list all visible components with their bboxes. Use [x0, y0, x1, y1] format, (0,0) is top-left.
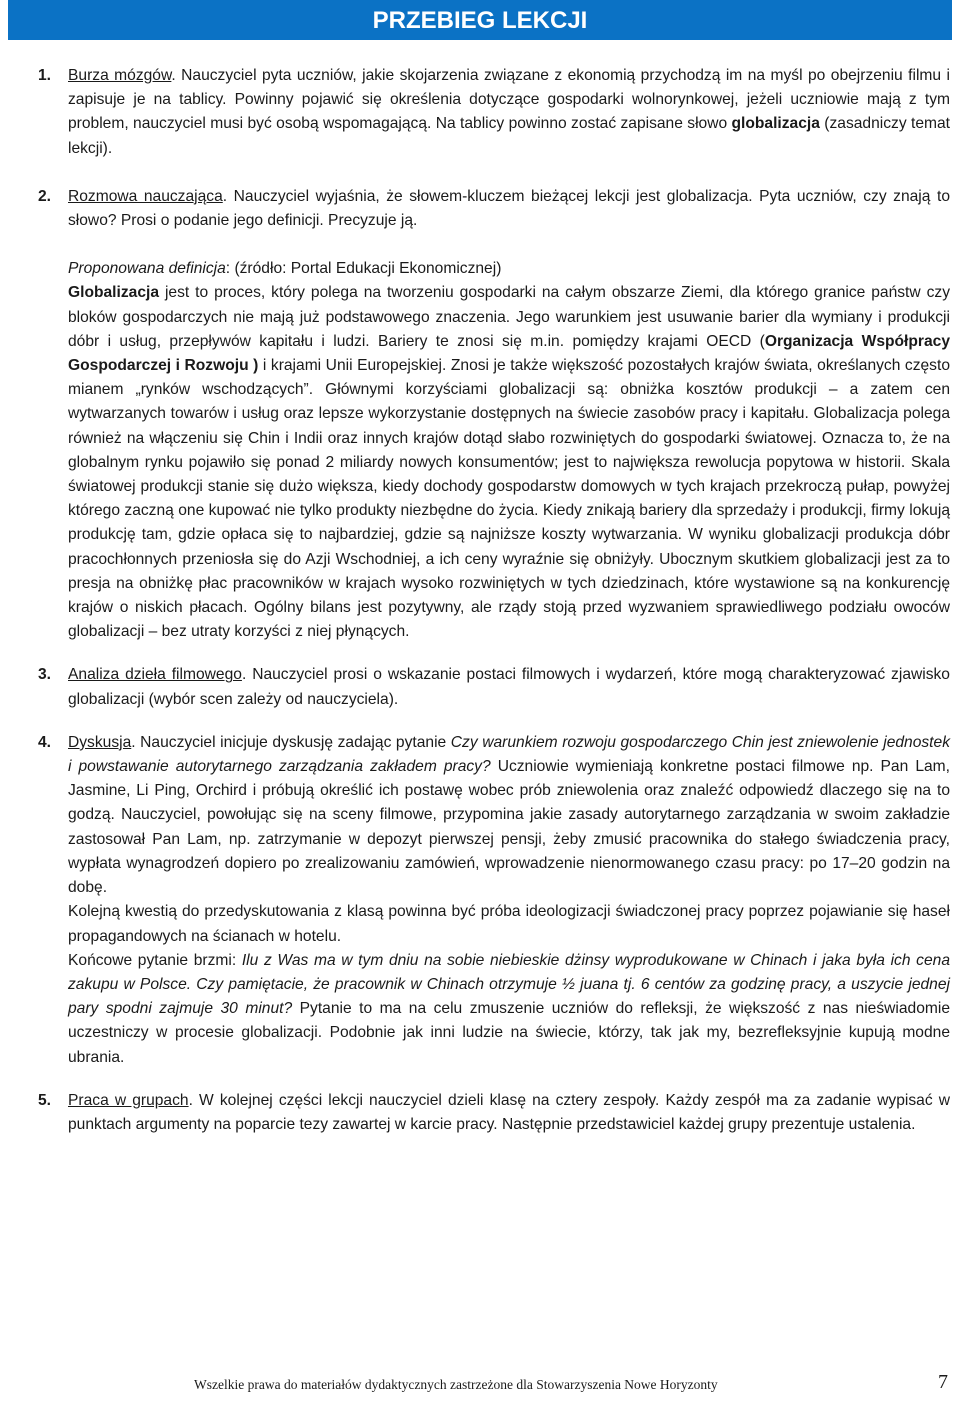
discussion-question: Czy warunkiem rozwoju gospodarczego Chin jest zniewolenie jednostek i powstawanie autorytarnego zarządzania zakładem pracy?	[68, 733, 950, 776]
step-number: 1.	[38, 67, 52, 84]
step-4-para-1: Dyskusja. Nauczyciel inicjuje dyskusję zadając pytanie Czy warunkiem rozwoju gospodarczego Chin jest zniewolenie jednostek i powstawanie autorytarnego zarządzania zakładem pracy? Uczniowie wymieniają konkretne postaci filmowe np. Pan Lam, Jasmine, Li Ping, Orchird i próbują określić ich postawę wobec prób zniewolenia oraz znaleźć odpowiedź dlaczego się na to godzą. Nauczyciel, powołując się na sceny filmowe, przypomina jakie zasady autorytarnego zarządzania w swoim zakładzie zastosował Pan Lam, np. zatrzymanie w depozyt pierwszej pensji, żeby zmusić pracownika do stałego świadczenia pracy, wypłata wynagrodzeń dopiero po zrealizowaniu zamówień, wprowadzenie nienormowanego czasu pracy: po 17–20 godzin na dobę.	[68, 733, 950, 897]
step-text: . Nauczyciel pyta uczniów, jakie skojarzenia związane z ekonomią przychodzą im na myśl po obejrzeniu filmu i zapisuje je na tablicy. Powinny pojawić się określenia dotyczące gospodarki wolnorynkowej, jeżeli uczniowie mają z tym problem, nauczyciel musi być osobą wspomagającą. Na tablicy powinno zostać zapisane słowo	[68, 67, 950, 133]
copyright-notice: Wszelkie prawa do materiałów dydaktycznych zastrzeżone dla Stowarzyszenia Nowe Horyzonty	[194, 1377, 718, 1392]
step-title: Dyskusja	[68, 733, 132, 751]
step-title: Analiza dzieła filmowego	[68, 666, 242, 684]
page-title: PRZEBIEG LEKCJI	[372, 7, 588, 34]
step-number: 2.	[38, 187, 52, 205]
step-text: . W kolejnej części lekcji nauczyciel dzieli klasę na cztery zespoły. Każdy zespół ma za zadanie wypisać w punktach argumenty na poparcie tezy zawartej w karcie pracy. Następnie przedstawiciel każdej grupy prezentuje ustalenia.	[68, 1091, 951, 1133]
step-text: . Nauczyciel prosi o wskazanie postaci filmowych i wydarzeń, które mogą charakteryzować zjawisko globalizacji (wybór scen zależy od nauczyciela).	[68, 666, 950, 708]
step-number: 4.	[38, 733, 52, 751]
step-text-end: (zasadniczy temat lekcji).	[68, 115, 950, 157]
page-number: 7	[938, 1371, 948, 1393]
final-question: Ilu z Was ma w tym dniu na sobie niebieskie dżinsy wyprodukowane w Chinach i jaka była ich cena zakupu w Polsce. Czy pamiętacie, że pracownik w Chinach otrzymuje ½ juana tj. 6 centów za godzinę pracy, a uszycie jednej pary spodni zajmuje 30 minut?	[68, 951, 950, 1018]
lesson-step-4	[38, 731, 950, 1070]
definition-label: Proponowana definicja	[68, 260, 226, 278]
step-title: Praca w grupach	[68, 1091, 189, 1109]
definition-heading	[68, 257, 950, 281]
step-number: 3.	[38, 666, 52, 684]
step-title: Rozmowa nauczająca	[68, 187, 223, 205]
page-header	[8, 0, 952, 40]
definition-source: : (źródło: Portal Edukacji Ekonomicznej)	[225, 260, 502, 278]
step-text: . Nauczyciel wyjaśnia, że słowem-kluczem bieżącej lekcji jest globalizacja. Pyta uczniów, czy znają to słowo? Prosi o podanie jego definicji. Precyzuje ją.	[68, 187, 950, 230]
definition-block	[38, 257, 950, 644]
step-number: 5.	[38, 1091, 52, 1109]
step-4-para-3: Końcowe pytanie brzmi: Ilu z Was ma w tym dniu na sobie niebieskie dżinsy wyprodukowane w Chinach i jaka była ich cena zakupu w Polsce. Czy pamiętacie, że pracownik w Chinach otrzymuje ½ juana tj. 6 centów za godzinę pracy, a uszycie jednej pary spodni zajmuje 30 minut? Pytanie to ma na celu zmuszenie uczniów do refleksji, że większość z nas nieświadomie uczestniczy w procesie globalizacji. Podobnie jak inni ludzie na świecie, którzy, tak jak my, bezrefleksyjnie kupują modne ubrania.	[68, 951, 950, 1066]
lesson-step-5	[38, 1089, 950, 1137]
step-4-para-2: Kolejną kwestią do przedyskutowania z klasą powinna być próba ideologizacji świadczonej pracy poprzez pojawianie się haseł propagandowych na ścianach w hotelu.	[68, 903, 950, 945]
definition-term: Globalizacja	[68, 284, 159, 302]
lesson-content	[38, 64, 950, 1137]
lesson-step-3	[38, 663, 950, 711]
step-title: Burza mózgów	[68, 67, 172, 84]
definition-text: Globalizacja jest to proces, który polega na tworzeniu gospodarki na całym obszarze Ziemi, dla którego granice państw czy bloków gospodarczych nie mają już podstawowego znaczenia. Jego warunkiem jest usuwanie barier dla wymiany i produkcji dóbr i usług, przepływów kapitału i ludzi. Bariery te znosi się m.in. pomiędzy krajami OECD (Organizacja Współpracy Gospodarczej i Rozwoju ) i krajami Unii Europejskiej. Znosi je także większość pozostałych krajów świata, określanych często mianem „rynków wschodzących”. Głównymi korzyściami globalizacji są: obniżka kosztów produkcji – a zatem cen wytwarzanych towarów i usług oraz lepsze wykorzystanie dostępnych na świecie zasobów pracy i kapitału. Globalizacja polega również na włączeniu się Chin i Indii oraz innych krajów dotąd słabo rozwiniętych do gospodarki światowej. Oznacza to, że na globalnym rynku pojawiło się ponad 2 miliardy nowych konsumentów; jest to największa rewolucja popytowa w historii. Skala światowej produkcji stanie się dużo większa, kiedy dochody gospodarstw domowych w tych krajach przekroczą pułap, powyżej którego zaczną one kupować nie tylko produkty niezbędne do życia. Kiedy znikają bariery dla sprzedaży i produkcji, firmy lokują produkcję tam, gdzie opłaca się to najbardziej, gdzie są najniższe koszty wytwarzania. W wyniku globalizacji produkcja dóbr pracochłonnych przeniosła się do Azji Wschodniej, a ich ceny wyraźnie się obniżyły. Ubocznym skutkiem globalizacji jest za to presja na obniżkę płac pracowników w krajach wysoko rozwiniętych w tych dziedzinach, które wystawione są na konkurencję krajów o niskich płacach. Ogólny bilans jest pozytywny, ale rządy stoją przed wyzwaniem sprawiedliwego podziału owoców globalizacji – bez utraty korzyści z niej płynących.	[68, 284, 950, 641]
oecd-name: Organizacja Współpracy Gospodarczej i Rozwoju )	[68, 332, 950, 375]
keyword: globalizacja	[731, 115, 820, 133]
lesson-step-1	[38, 64, 950, 161]
lesson-step-2	[38, 185, 950, 233]
